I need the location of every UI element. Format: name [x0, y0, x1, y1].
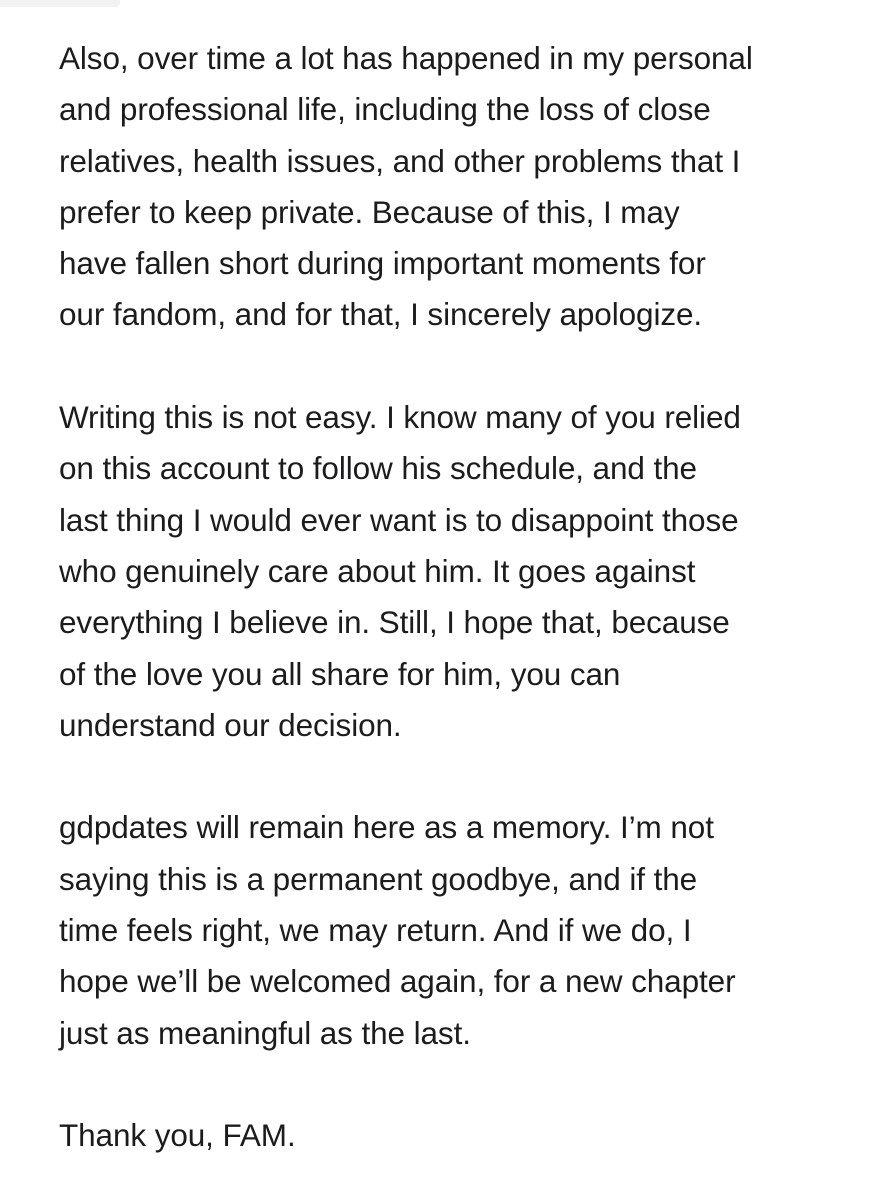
text-line: time feels right, we may return. And if we do, I: [59, 912, 692, 949]
text-line: hope we’ll be welcomed again, for a new chapter: [59, 963, 736, 1000]
note-body: [59, 33, 849, 1162]
paragraph-2: [59, 392, 849, 751]
text-line: have fallen short during important moments for: [59, 245, 706, 282]
text-line: gdpdates will remain here as a memory. I’m not: [59, 809, 714, 846]
paragraph-gap: [59, 751, 849, 802]
text-line: on this account to follow his schedule, and the: [59, 450, 697, 487]
text-line: of the love you all share for him, you can: [59, 655, 621, 692]
text-line: just as meaningful as the last.: [59, 1014, 471, 1051]
paragraph-4: [59, 1110, 849, 1161]
text-line: prefer to keep private. Because of this, I may: [59, 193, 680, 230]
text-line: everything I believe in. Still, I hope that, because: [59, 604, 730, 641]
text-line: last thing I would ever want is to disappoint those: [59, 501, 739, 538]
text-line: Writing this is not easy. I know many of you relied: [59, 399, 741, 436]
text-line: Also, over time a lot has happened in my personal: [59, 40, 753, 76]
text-line: and professional life, including the loss of close: [59, 91, 711, 128]
paragraph-gap: [59, 1059, 849, 1110]
text-line: saying this is a permanent goodbye, and if the: [59, 860, 698, 897]
paragraph-3: [59, 802, 849, 1058]
text-line: Thank you, FAM.: [59, 1117, 296, 1154]
paragraph-gap: [59, 341, 849, 392]
paragraph-1: [59, 33, 849, 341]
top-ui-stub: [0, 0, 120, 7]
text-line: relatives, health issues, and other problems that I: [59, 142, 741, 179]
text-line: our fandom, and for that, I sincerely apologize.: [59, 296, 703, 333]
text-line: who genuinely care about him. It goes against: [59, 552, 696, 589]
text-line: understand our decision.: [59, 706, 402, 743]
